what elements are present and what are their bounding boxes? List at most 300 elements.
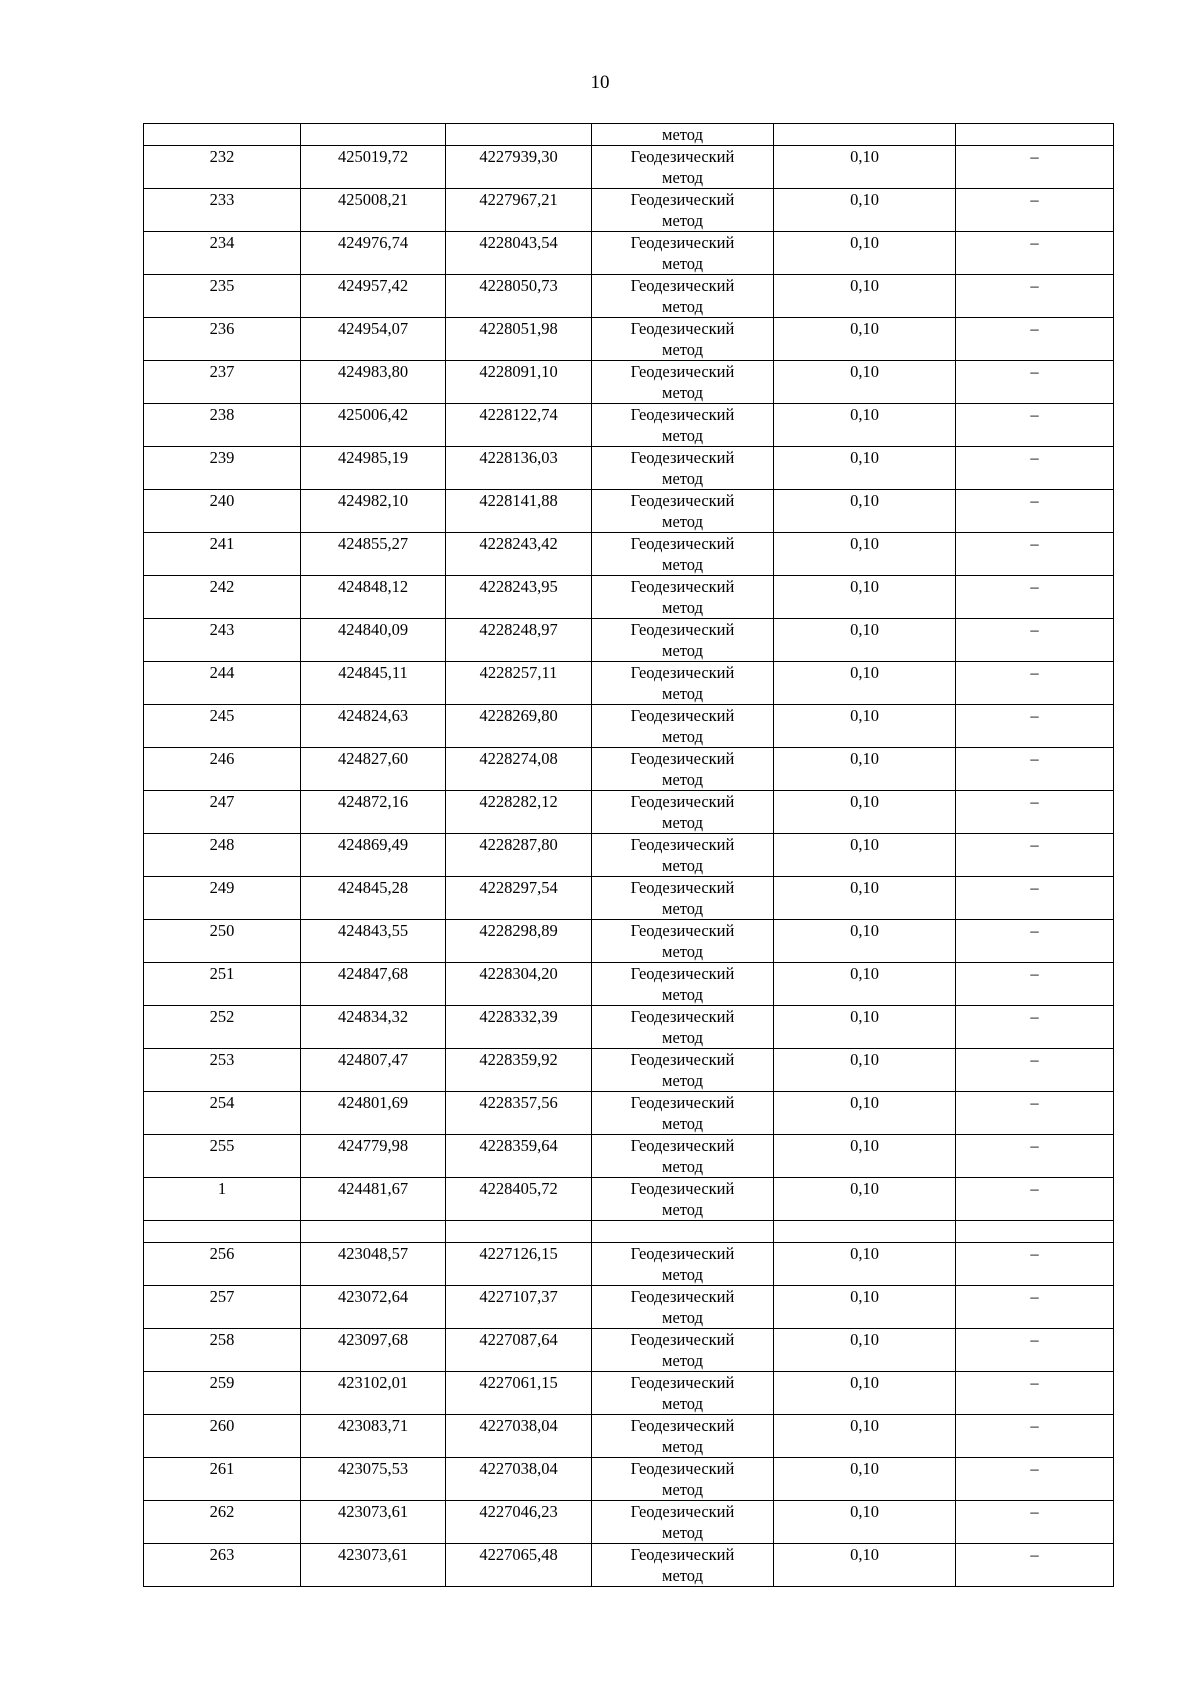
accuracy-cell [774,124,956,146]
method-line-2: метод [662,512,703,531]
y-cell: 4227038,04 [446,1415,592,1458]
table-row [144,1049,1114,1092]
x-cell: 424779,98 [301,1135,446,1178]
method-cell [592,1415,774,1458]
point-cell: 249 [144,877,301,920]
table-row [144,1135,1114,1178]
note-cell: – [956,232,1114,275]
y-cell: 4228357,56 [446,1092,592,1135]
method-line-2: метод [662,813,703,832]
table-row [144,619,1114,662]
method-line-1: Геодезический [630,620,735,639]
accuracy-cell: 0,10 [774,1372,956,1415]
y-cell: 4228257,11 [446,662,592,705]
point-cell: 235 [144,275,301,318]
table-row [144,834,1114,877]
method-cell [592,275,774,318]
y-cell: 4228091,10 [446,361,592,404]
x-cell: 424481,67 [301,1178,446,1221]
method-line-2: метод [662,1437,703,1456]
method-cell [592,1135,774,1178]
point-cell: 258 [144,1329,301,1372]
point-cell: 262 [144,1501,301,1544]
method-line-2: метод [662,1028,703,1047]
method-line-2: метод [662,598,703,617]
note-cell: – [956,404,1114,447]
method-line-2: метод [662,727,703,746]
method-line-1: Геодезический [630,1330,735,1349]
y-cell: 4228274,08 [446,748,592,791]
table-row [144,1415,1114,1458]
table-row [144,1092,1114,1135]
table-row [144,1286,1114,1329]
accuracy-cell: 0,10 [774,662,956,705]
coordinates-table [143,123,1114,1587]
method-line-2: метод [662,1071,703,1090]
note-cell [956,124,1114,146]
y-cell: 4228405,72 [446,1178,592,1221]
method-cell: метод [592,124,774,146]
point-cell: 239 [144,447,301,490]
point-cell: 232 [144,146,301,189]
table-row [144,963,1114,1006]
y-cell: 4228243,95 [446,576,592,619]
note-cell: – [956,1006,1114,1049]
y-cell: 4227107,37 [446,1286,592,1329]
x-cell: 423073,61 [301,1501,446,1544]
method-cell [592,748,774,791]
accuracy-cell: 0,10 [774,1006,956,1049]
table-row [144,1372,1114,1415]
point-cell: 234 [144,232,301,275]
point-cell: 254 [144,1092,301,1135]
x-cell: 423048,57 [301,1243,446,1286]
table-row [144,275,1114,318]
x-cell: 424843,55 [301,920,446,963]
method-line-2: метод [662,1394,703,1413]
method-line-1: Геодезический [630,1287,735,1306]
x-cell: 423102,01 [301,1372,446,1415]
point-cell: 242 [144,576,301,619]
x-cell: 425019,72 [301,146,446,189]
method-line-1: Геодезический [630,706,735,725]
method-cell [592,920,774,963]
point-cell: 256 [144,1243,301,1286]
method-line-1: Геодезический [630,276,735,295]
table-row [144,576,1114,619]
note-cell: – [956,1178,1114,1221]
method-line-2: метод [662,1566,703,1585]
x-cell: 424834,32 [301,1006,446,1049]
y-cell: 4228050,73 [446,275,592,318]
note-cell: – [956,1544,1114,1587]
method-line-2: метод [662,1114,703,1133]
method-line-2: метод [662,1265,703,1284]
x-cell: 424957,42 [301,275,446,318]
method-cell [592,705,774,748]
method-line-1: Геодезический [630,1373,735,1392]
note-cell: – [956,1135,1114,1178]
empty-cell [956,1221,1114,1243]
point-cell: 244 [144,662,301,705]
method-line-1: Геодезический [630,448,735,467]
empty-cell [592,1221,774,1243]
accuracy-cell: 0,10 [774,1049,956,1092]
accuracy-cell: 0,10 [774,1415,956,1458]
table-row [144,404,1114,447]
note-cell: – [956,619,1114,662]
x-cell: 424845,28 [301,877,446,920]
point-cell: 236 [144,318,301,361]
point-cell: 259 [144,1372,301,1415]
x-cell: 424848,12 [301,576,446,619]
method-cell [592,447,774,490]
empty-cell [446,1221,592,1243]
method-cell [592,490,774,533]
method-cell [592,318,774,361]
empty-cell [144,1221,301,1243]
y-cell: 4227065,48 [446,1544,592,1587]
method-line-1: Геодезический [630,1136,735,1155]
method-line-1: Геодезический [630,491,735,510]
method-cell [592,1243,774,1286]
method-line-1: Геодезический [630,405,735,424]
method-line-2: метод [662,684,703,703]
y-cell: 4228304,20 [446,963,592,1006]
table-row [144,1329,1114,1372]
point-cell: 261 [144,1458,301,1501]
method-line-1: Геодезический [630,878,735,897]
method-line-2: метод [662,1308,703,1327]
point-cell: 253 [144,1049,301,1092]
note-cell: – [956,275,1114,318]
note-cell: – [956,361,1114,404]
method-line-2: метод [662,1523,703,1542]
y-cell: 4227046,23 [446,1501,592,1544]
method-line-1: Геодезический [630,1007,735,1026]
method-line-2: метод [662,1200,703,1219]
method-cell [592,404,774,447]
table-row [144,361,1114,404]
note-cell: – [956,1501,1114,1544]
method-line-2: метод [662,856,703,875]
accuracy-cell: 0,10 [774,490,956,533]
method-cell [592,1092,774,1135]
x-cell: 424827,60 [301,748,446,791]
method-line-1: Геодезический [630,921,735,940]
x-cell: 424824,63 [301,705,446,748]
point-cell: 233 [144,189,301,232]
coordinates-table-body [144,124,1114,1587]
note-cell: – [956,1243,1114,1286]
method-cell [592,1049,774,1092]
method-line-1: Геодезический [630,190,735,209]
y-cell: 4228282,12 [446,791,592,834]
y-cell: 4227939,30 [446,146,592,189]
table-row [144,1501,1114,1544]
accuracy-cell: 0,10 [774,1243,956,1286]
method-line-1: Геодезический [630,1459,735,1478]
method-line-1: Геодезический [630,749,735,768]
x-cell: 424982,10 [301,490,446,533]
method-line-1: Геодезический [630,534,735,553]
accuracy-cell: 0,10 [774,404,956,447]
method-cell [592,533,774,576]
note-cell: – [956,490,1114,533]
method-cell [592,791,774,834]
table-row [144,318,1114,361]
method-line-1: Геодезический [630,1093,735,1112]
x-cell: 424801,69 [301,1092,446,1135]
method-cell [592,619,774,662]
method-line-1: Геодезический [630,362,735,381]
table-row [144,1458,1114,1501]
method-cell [592,1372,774,1415]
accuracy-cell: 0,10 [774,791,956,834]
note-cell: – [956,1286,1114,1329]
x-cell: 424847,68 [301,963,446,1006]
table-row [144,748,1114,791]
method-line-2: метод [662,641,703,660]
method-cell [592,361,774,404]
table-row [144,490,1114,533]
y-cell: 4227061,15 [446,1372,592,1415]
point-cell: 248 [144,834,301,877]
point-cell: 240 [144,490,301,533]
note-cell: – [956,748,1114,791]
table-row [144,791,1114,834]
method-line-2: метод [662,555,703,574]
method-cell [592,146,774,189]
method-line-1: Геодезический [630,1545,735,1564]
table-row [144,533,1114,576]
method-line-2: метод [662,340,703,359]
accuracy-cell: 0,10 [774,232,956,275]
method-line-1: Геодезический [630,577,735,596]
method-line-1: Геодезический [630,663,735,682]
accuracy-cell: 0,10 [774,1286,956,1329]
x-cell: 424872,16 [301,791,446,834]
x-cell: 423072,64 [301,1286,446,1329]
point-cell: 251 [144,963,301,1006]
method-line-2: метод [662,426,703,445]
y-cell: 4227087,64 [446,1329,592,1372]
table-row [144,877,1114,920]
method-line-2: метод [662,1480,703,1499]
note-cell: – [956,576,1114,619]
point-cell: 243 [144,619,301,662]
y-cell: 4228332,39 [446,1006,592,1049]
x-cell: 424983,80 [301,361,446,404]
note-cell: – [956,834,1114,877]
x-cell: 424954,07 [301,318,446,361]
x-cell: 424855,27 [301,533,446,576]
method-cell [592,834,774,877]
point-cell: 246 [144,748,301,791]
accuracy-cell: 0,10 [774,877,956,920]
page-number: 10 [590,72,610,93]
empty-cell [774,1221,956,1243]
method-line-2: метод [662,254,703,273]
accuracy-cell: 0,10 [774,748,956,791]
method-line-2: метод [662,985,703,1004]
method-line-1: Геодезический [630,233,735,252]
point-cell: 241 [144,533,301,576]
table-row [144,1178,1114,1221]
point-cell: 257 [144,1286,301,1329]
method-cell [592,963,774,1006]
accuracy-cell: 0,10 [774,963,956,1006]
method-line-1: Геодезический [630,1050,735,1069]
x-cell: 423083,71 [301,1415,446,1458]
method-cell [592,576,774,619]
x-cell: 424985,19 [301,447,446,490]
method-line-1: Геодезический [630,964,735,983]
x-cell: 423097,68 [301,1329,446,1372]
y-cell: 4228141,88 [446,490,592,533]
x-cell: 423075,53 [301,1458,446,1501]
y-cell: 4228359,92 [446,1049,592,1092]
method-line-1: Геодезический [630,1416,735,1435]
y-cell: 4228248,97 [446,619,592,662]
table-row [144,1006,1114,1049]
y-cell [446,124,592,146]
note-cell: – [956,705,1114,748]
method-line-2: метод [662,168,703,187]
note-cell: – [956,920,1114,963]
x-cell: 425008,21 [301,189,446,232]
method-line-1: Геодезический [630,147,735,166]
x-cell: 424976,74 [301,232,446,275]
table-row [144,189,1114,232]
accuracy-cell: 0,10 [774,1329,956,1372]
method-line-2: метод [662,1157,703,1176]
accuracy-cell: 0,10 [774,318,956,361]
note-cell: – [956,1458,1114,1501]
method-line-2: метод [662,383,703,402]
method-cell [592,1178,774,1221]
method-line-2: метод [662,469,703,488]
table-row [144,662,1114,705]
point-cell: 237 [144,361,301,404]
point-cell: 247 [144,791,301,834]
point-cell: 1 [144,1178,301,1221]
method-cell [592,1544,774,1587]
note-cell: – [956,146,1114,189]
method-cell [592,232,774,275]
y-cell: 4228287,80 [446,834,592,877]
accuracy-cell: 0,10 [774,533,956,576]
note-cell: – [956,1049,1114,1092]
accuracy-cell: 0,10 [774,705,956,748]
x-cell: 425006,42 [301,404,446,447]
table-row [144,146,1114,189]
method-cell [592,877,774,920]
accuracy-cell: 0,10 [774,619,956,662]
method-cell [592,1329,774,1372]
accuracy-cell: 0,10 [774,1135,956,1178]
note-cell: – [956,877,1114,920]
note-cell: – [956,1092,1114,1135]
method-line-2: метод [662,1351,703,1370]
table-row [144,1243,1114,1286]
point-cell: 255 [144,1135,301,1178]
continuation-row [144,124,1114,146]
accuracy-cell: 0,10 [774,1458,956,1501]
y-cell: 4228243,42 [446,533,592,576]
accuracy-cell: 0,10 [774,1178,956,1221]
note-cell: – [956,1415,1114,1458]
empty-cell [301,1221,446,1243]
note-cell: – [956,533,1114,576]
y-cell: 4227126,15 [446,1243,592,1286]
y-cell: 4227038,04 [446,1458,592,1501]
x-cell: 424807,47 [301,1049,446,1092]
table-row [144,1544,1114,1587]
accuracy-cell: 0,10 [774,576,956,619]
method-line-1: Геодезический [630,1244,735,1263]
note-cell: – [956,1372,1114,1415]
y-cell: 4228269,80 [446,705,592,748]
x-cell: 424869,49 [301,834,446,877]
accuracy-cell: 0,10 [774,834,956,877]
method-cell [592,662,774,705]
method-line-2: метод [662,942,703,961]
method-line-2: метод [662,899,703,918]
method-line-1: Геодезический [630,792,735,811]
accuracy-cell: 0,10 [774,275,956,318]
point-cell: 238 [144,404,301,447]
method-line-1: Геодезический [630,835,735,854]
method-line-1: Геодезический [630,319,735,338]
y-cell: 4228051,98 [446,318,592,361]
method-line-2: метод [662,770,703,789]
y-cell: 4228297,54 [446,877,592,920]
accuracy-cell: 0,10 [774,361,956,404]
point-cell: 252 [144,1006,301,1049]
method-cell [592,1501,774,1544]
method-line-1: Геодезический [630,1179,735,1198]
point-cell: 250 [144,920,301,963]
note-cell: – [956,662,1114,705]
section-separator-row [144,1221,1114,1243]
accuracy-cell: 0,10 [774,1501,956,1544]
point-cell [144,124,301,146]
table-row [144,705,1114,748]
accuracy-cell: 0,10 [774,189,956,232]
method-cell [592,1006,774,1049]
y-cell: 4228359,64 [446,1135,592,1178]
y-cell: 4227967,21 [446,189,592,232]
method-line-2: метод [662,297,703,316]
point-cell: 245 [144,705,301,748]
accuracy-cell: 0,10 [774,920,956,963]
x-cell: 423073,61 [301,1544,446,1587]
method-line-2: метод [662,211,703,230]
x-cell [301,124,446,146]
method-cell [592,189,774,232]
y-cell: 4228043,54 [446,232,592,275]
method-cell [592,1458,774,1501]
x-cell: 424845,11 [301,662,446,705]
note-cell: – [956,1329,1114,1372]
accuracy-cell: 0,10 [774,146,956,189]
note-cell: – [956,791,1114,834]
y-cell: 4228136,03 [446,447,592,490]
table-row [144,920,1114,963]
table-row [144,447,1114,490]
method-line-1: Геодезический [630,1502,735,1521]
